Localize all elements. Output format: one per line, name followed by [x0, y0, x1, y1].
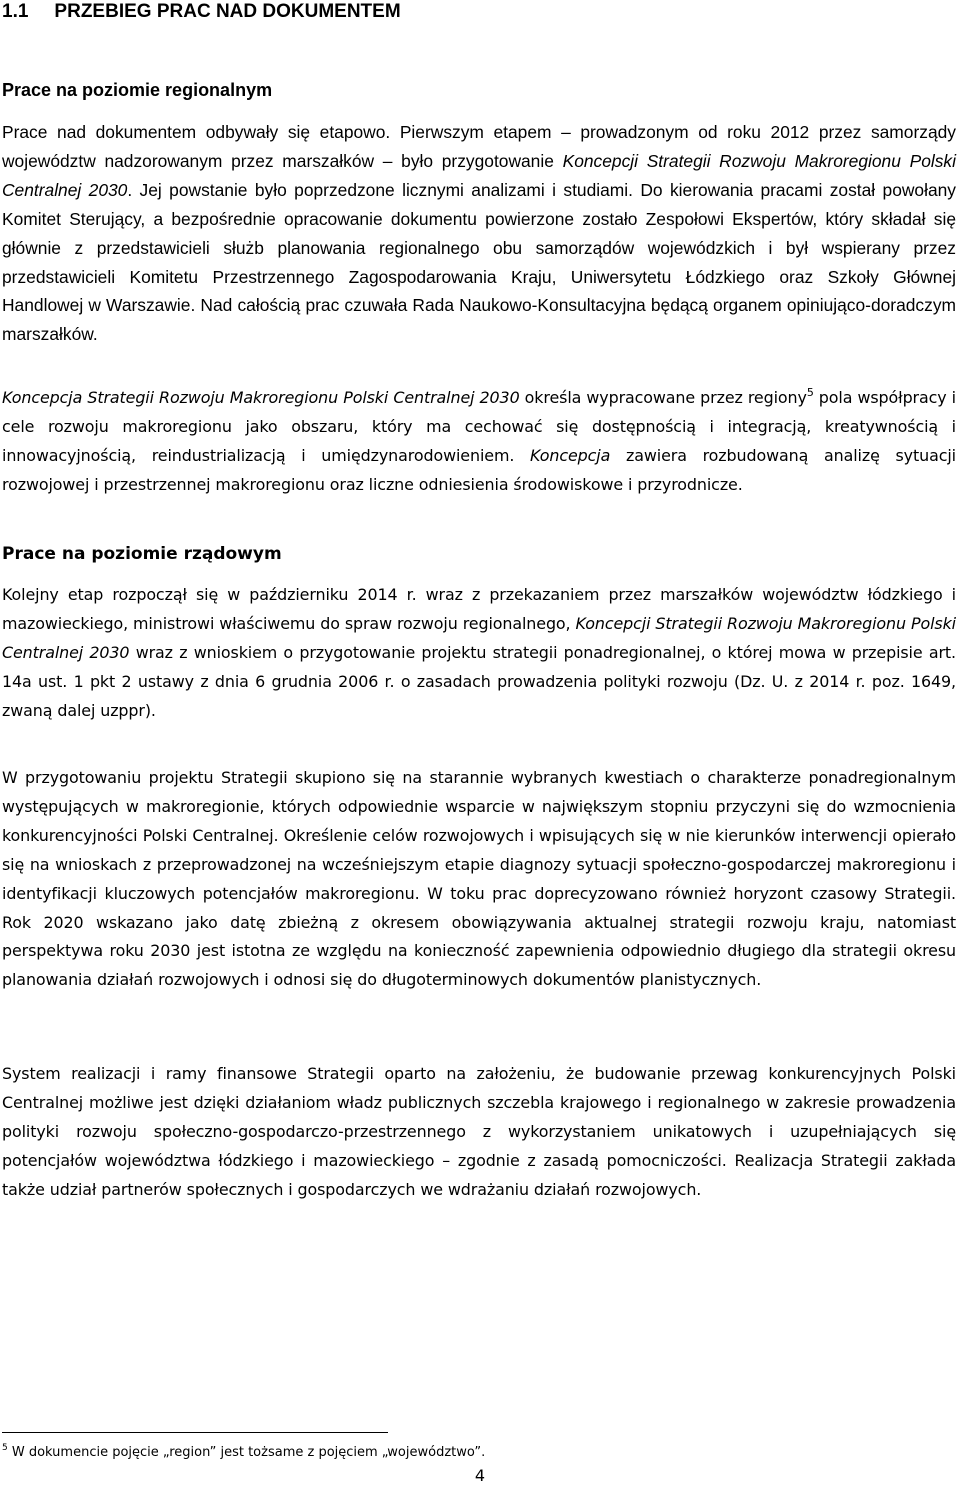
paragraph-regional-1 [2, 118, 956, 349]
section-title: PRZEBIEG PRAC NAD DOKUMENTEM [54, 1, 401, 22]
text-run: pola współpracy i cele rozwoju makroregionu jako obszaru, który ma cechować się dostępnością i integracją, kreatywnością i innowacyjnością, reindustrializacją i umiędzynarodowieniem. [2, 388, 956, 465]
italic-title: Koncepcja Strategii Rozwoju Makroregionu Polski Centralnej 2030 [2, 388, 520, 407]
page-number: 4 [474, 1466, 486, 1485]
subheading-government: Prace na poziomie rządowym [2, 544, 282, 564]
footnote [2, 1444, 485, 1462]
text-run: . Jej powstanie było poprzedzone licznymi analizami i studiami. Do kierowania pracami został powołany Komitet Sterujący, a bezpośrednie opracowanie dokumentu powierzone zostało Zespołowi Ekspertów, który składał się głównie z przedstawicieli służb planowania regionalnego obu samorządów wojewódzkich i był wspierany przez przedstawicieli Komitetu Przestrzennego Zagospodarowania Kraju, Uniwersytetu Łódzkiego oraz Szkoły Głównej Handlowej w Warszawie. Nad całością prac czuwała Rada Naukowo-Konsultacyjna będącą organem opiniująco-doradczym marszałków. [2, 179, 956, 345]
footnote-reference[interactable]: 5 [806, 386, 814, 399]
text-run: określa wypracowane przez regiony [519, 388, 807, 407]
italic-title: Koncepcji Strategii Rozwoju Makroregionu Polski Centralnej 2030 [2, 150, 956, 200]
paragraph-government-3: System realizacji i ramy finansowe Strategii oparto na założeniu, że budowanie przewag konkurencyjnych Polski Centralnej możliwe jest dzięki działaniom władz publicznych szczebla krajowego i regionalnego w zakresie prowadzenia polityki rozwoju społeczno-gospodarczo-przestrzennego z wykorzystaniem unikatowych i uzupełniających się potencjałów województwa łódzkiego i mazowieckiego – zgodnie z zasadą pomocniczości. Realizacja Strategii zakłada także udział partnerów społecznych i gospodarczych we wdrażaniu działań rozwojowych. [2, 1064, 956, 1199]
paragraph-government-2: W przygotowaniu projektu Strategii skupiono się na starannie wybranych kwestiach o charakterze ponadregionalnym występujących w makroregionie, których odpowiednie wsparcie w największym stopniu przyczyni się do wzmocnienia konkurencyjności Polski Centralnej. Określenie celów rozwojowych i wpisujących się w nie kierunków interwencji opierało się na wnioskach z przeprowadzonej na wcześniejszym etapie diagnozy sytuacji społeczno-gospodarczej makroregionu i identyfikacji kluczowych potencjałów makroregionu. W toku prac doprecyzowano również horyzont czasowy Strategii. Rok 2020 wskazano jako datę zbieżną z okresem obowiązywania aktualnej strategii rozwoju kraju, natomiast perspektywa roku 2030 jest istotna ze względu na konieczność zapewnienia odpowiednio długiego dla strategii okresu planowania działań rozwojowych i odnosi się do długoterminowych dokumentów planistycznych. [2, 768, 956, 990]
italic-title: Koncepcji Strategii Rozwoju Makroregionu Polski Centralnej 2030 [2, 613, 956, 662]
text-run: Prace nad dokumentem odbywały się etapowo. Pierwszym etapem – prowadzonym od roku 2012 przez samorządy województw nadzorowanym przez marszałków – było przygotowanie [2, 122, 956, 171]
text-run: zawiera rozbudowaną analizę sytuacji rozwojowej i przestrzennej makroregionu oraz liczne odniesienia środowiskowe i przyrodnicze. [2, 445, 956, 494]
footnote-text: W dokumencie pojęcie „region” jest tożsame z pojęciem „województwo”. [7, 1445, 486, 1460]
section-number: 1.1 [2, 1, 29, 22]
text-run: wraz z wnioskiem o przygotowanie projektu strategii ponadregionalnej, o której mowa w przepisie art. 14a ust. 1 pkt 2 ustawy z dnia 6 grudnia 2006 r. o zasadach prowadzenia polityki rozwoju (Dz. U. z 2014 r. poz. 1649, zwaną dalej uzppr). [2, 642, 956, 720]
paragraph-regional-2 [2, 384, 956, 500]
italic-title: Koncepcja [530, 445, 611, 465]
text-run: Kolejny etap rozpoczął się w październiku 2014 r. wraz z przekazaniem przez marszałków województw łódzkiego i mazowieckiego, ministrowi właściwemu do spraw rozwoju regionalnego, [2, 585, 956, 633]
footnote-divider [2, 1432, 388, 1433]
footnote-mark: 5 [2, 1443, 8, 1453]
subheading-regional: Prace na poziomie regionalnym [2, 80, 273, 100]
paragraph-government-1 [2, 581, 956, 726]
section-heading [2, 0, 401, 24]
